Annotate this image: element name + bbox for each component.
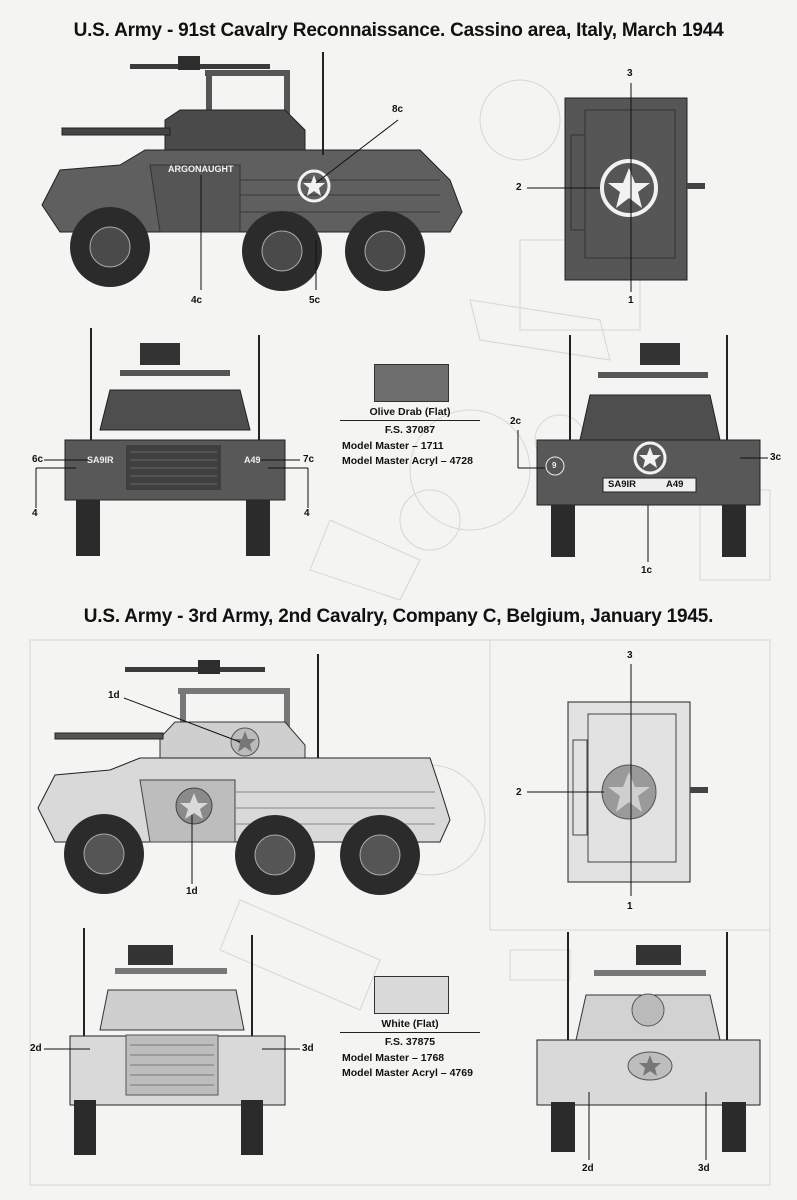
callout2-top-3: 3	[627, 650, 633, 661]
plate-rear-right: A49	[666, 479, 684, 490]
callout-6c: 6c	[32, 454, 44, 465]
callout2-front-2d: 2d	[30, 1043, 42, 1054]
paint2-fs: F.S. 37875	[384, 1036, 436, 1048]
rear-marking: 9	[552, 461, 557, 470]
callout-1d-top: 1d	[108, 690, 120, 701]
callout-2c: 2c	[510, 416, 522, 427]
paint-fs: F.S. 37087	[384, 424, 436, 436]
callout-1d-bottom: 1d	[186, 886, 198, 897]
callout-4c: 4c	[191, 295, 203, 306]
callout2-top-1: 1	[627, 901, 633, 912]
callout-5c: 5c	[309, 295, 321, 306]
callout-1c: 1c	[641, 565, 653, 576]
scheme2-title: U.S. Army - 3rd Army, 2nd Cavalry, Company C, Belgium, January 1945.	[83, 606, 714, 627]
callout-3c: 3c	[770, 452, 782, 463]
plate-rear: SA9IR	[608, 479, 636, 490]
callout-top-1: 1	[628, 295, 634, 306]
callout2-rear-2d: 2d	[582, 1163, 594, 1174]
paint2-model-master: Model Master – 1768	[342, 1052, 445, 1064]
paint2-model-master-acryl: Model Master Acryl – 4769	[342, 1067, 473, 1079]
paint2-name: White (Flat)	[381, 1018, 439, 1030]
callout-top-3: 3	[627, 68, 633, 79]
scheme1-title: U.S. Army - 91st Cavalry Reconnaissance. Cassino area, Italy, March 1944	[73, 20, 724, 41]
callout2-rear-3d: 3d	[698, 1163, 710, 1174]
callout-front-4-left: 4	[32, 508, 38, 519]
plate-left: SA9IR	[87, 455, 114, 465]
paint-name: Olive Drab (Flat)	[369, 406, 451, 418]
callout2-top-2: 2	[516, 787, 522, 798]
callout-front-4-right: 4	[304, 508, 310, 519]
callout-top-2: 2	[516, 182, 522, 193]
callout2-front-3d: 3d	[302, 1043, 314, 1054]
plate-right: A49	[244, 455, 261, 465]
paint-model-master-acryl: Model Master Acryl – 4728	[342, 455, 473, 467]
paint-model-master: Model Master – 1711	[342, 440, 444, 452]
callout-8c: 8c	[392, 104, 404, 115]
vehicle-name-marking: ARGONAUGHT	[168, 164, 234, 174]
callout-7c: 7c	[303, 454, 315, 465]
